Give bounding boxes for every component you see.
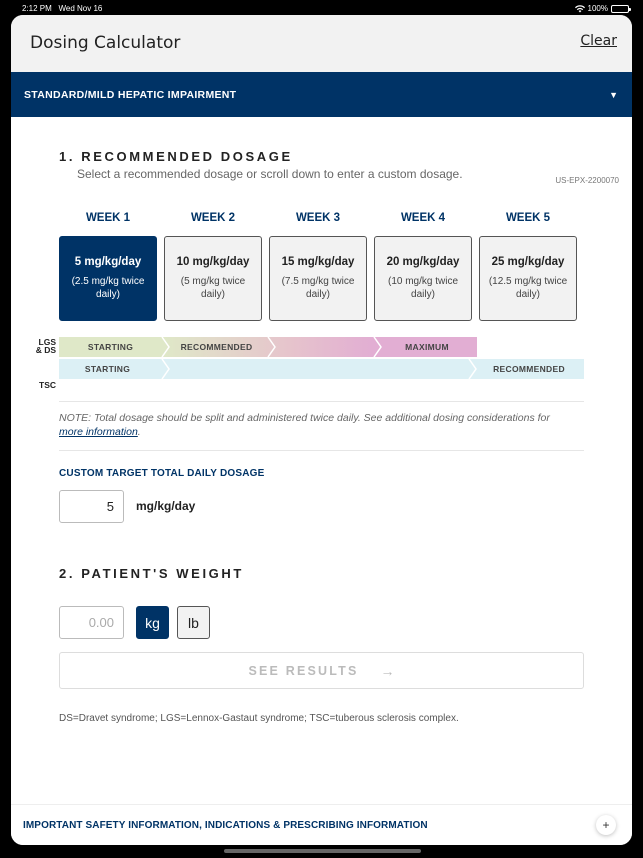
dose-option-week-4[interactable] xyxy=(374,236,472,321)
caret-down-icon: ▼ xyxy=(609,89,618,100)
reference-code: US-EPX-2200070 xyxy=(555,176,619,185)
dose-detail: (12.5 mg/kg twice daily) xyxy=(488,275,568,300)
dose-option-week-1[interactable] xyxy=(59,236,157,321)
impairment-label: STANDARD/MILD HEPATIC IMPAIRMENT xyxy=(24,88,237,101)
custom-dosage-input[interactable] xyxy=(59,490,124,523)
lgs-ds-maximum: MAXIMUM xyxy=(405,342,449,352)
section-1-subtitle: Select a recommended dosage or scroll down to enter a custom dosage. xyxy=(77,167,463,181)
dose-option-week-2[interactable] xyxy=(164,236,262,321)
section-1-title: 1. RECOMMENDED DOSAGE xyxy=(59,149,293,164)
dose-value: 10 mg/kg/day xyxy=(176,255,250,268)
arrow-right-icon: → xyxy=(380,662,395,679)
dose-value: 5 mg/kg/day xyxy=(74,255,142,268)
week-4-column xyxy=(374,212,472,321)
dose-detail: (10 mg/kg twice daily) xyxy=(387,275,459,300)
tsc-band xyxy=(59,359,584,379)
tsc-label: TSC xyxy=(39,380,56,390)
week-dosage-options xyxy=(59,212,577,321)
divider xyxy=(59,401,584,402)
week-label: WEEK 3 xyxy=(295,212,341,224)
unit-lb-button[interactable]: lb xyxy=(177,606,210,639)
unit-kg-button[interactable]: kg xyxy=(136,606,169,639)
dose-detail: (2.5 mg/kg twice daily) xyxy=(71,275,145,300)
main-content xyxy=(11,117,632,804)
see-results-label: SEE RESULTS xyxy=(248,663,359,678)
status-bar xyxy=(0,0,643,16)
abbreviations-footnote: DS=Dravet syndrome; LGS=Lennox-Gastaut syndrome; TSC=tuberous sclerosis complex. xyxy=(59,713,459,724)
page-title: Dosing Calculator xyxy=(30,33,181,53)
dose-option-week-3[interactable] xyxy=(269,236,367,321)
week-label: WEEK 4 xyxy=(400,212,446,224)
dosing-calculator-sheet xyxy=(11,15,632,845)
custom-dosage-unit: mg/kg/day xyxy=(136,499,196,513)
status-right xyxy=(575,4,629,13)
week-2-column xyxy=(164,212,262,321)
isi-label: IMPORTANT SAFETY INFORMATION, INDICATIONS & PRESCRIBING INFORMATION xyxy=(23,819,428,831)
week-3-column xyxy=(269,212,367,321)
dose-value: 15 mg/kg/day xyxy=(281,255,355,268)
dose-value: 20 mg/kg/day xyxy=(386,255,460,268)
week-label: WEEK 2 xyxy=(190,212,236,224)
dose-detail: (5 mg/kg twice daily) xyxy=(180,275,246,300)
week-label: WEEK 1 xyxy=(85,212,131,224)
section-2-title: 2. PATIENT'S WEIGHT xyxy=(59,566,244,581)
weight-input[interactable] xyxy=(59,606,124,639)
status-time: 2:12 PM Wed Nov 16 xyxy=(22,4,103,13)
tsc-starting: STARTING xyxy=(84,364,131,374)
battery-percent: 100% xyxy=(587,4,608,13)
see-results-button[interactable] xyxy=(59,652,584,689)
lgs-ds-starting: STARTING xyxy=(87,342,134,352)
lgs-ds-band xyxy=(59,337,477,357)
divider xyxy=(59,450,584,451)
home-indicator[interactable] xyxy=(224,849,421,853)
wifi-icon xyxy=(575,5,585,13)
dose-detail: (7.5 mg/kg twice daily) xyxy=(281,275,355,300)
header xyxy=(11,15,632,72)
week-5-column xyxy=(479,212,577,321)
tsc-recommended: RECOMMENDED xyxy=(493,364,565,374)
dose-value: 25 mg/kg/day xyxy=(491,255,565,268)
dose-option-week-5[interactable] xyxy=(479,236,577,321)
hepatic-impairment-dropdown[interactable] xyxy=(11,72,632,117)
isi-expander[interactable] xyxy=(11,804,632,845)
more-information-link[interactable]: more information xyxy=(59,426,138,438)
clear-button[interactable]: Clear xyxy=(580,33,617,49)
dosing-note: NOTE: Total dosage should be split and administered twice daily. See additional dosing considerations for more information. xyxy=(59,412,550,438)
battery-icon xyxy=(611,5,629,13)
week-1-column xyxy=(59,212,157,321)
lgs-ds-label: LGS & DS xyxy=(35,337,56,355)
week-label: WEEK 5 xyxy=(505,212,551,224)
custom-dosage-label: CUSTOM TARGET TOTAL DAILY DOSAGE xyxy=(59,468,265,479)
plus-icon[interactable]: + xyxy=(596,815,616,835)
lgs-ds-recommended: RECOMMENDED xyxy=(180,342,253,352)
